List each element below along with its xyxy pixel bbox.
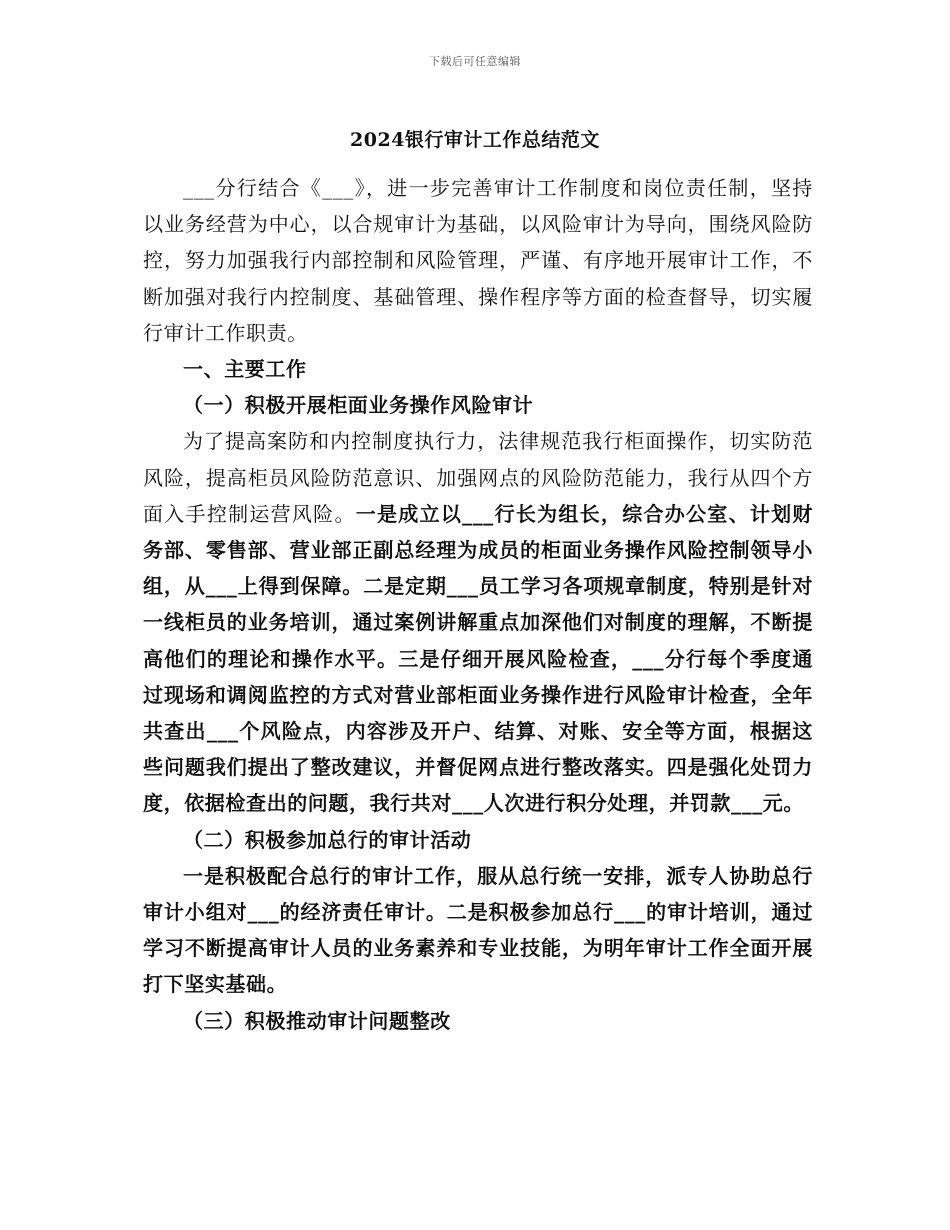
counter-risk-paragraph (143, 423, 813, 821)
subsection-heading-audit-rectification: （三）积极推动审计问题整改 (183, 1008, 451, 1033)
head-office-audit-paragraph: 一是积极配合总行的审计工作，服从总行统一安排，派专人协助总行审计小组对___的经济责任审计。二是积极参加总行___的审计培训，通过学习不断提高审计人员的业务素养和专业技能，为明年审计工作全面开展打下坚实基础。 (143, 863, 813, 997)
subsection-heading-head-office-audit: （二）积极参加总行的审计活动 (183, 827, 472, 852)
document-body (143, 170, 813, 1039)
section-heading-main-work: 一、主要工作 (183, 357, 307, 382)
subsection-heading-counter-risk-audit: （一）积极开展柜面业务操作风险审计 (183, 393, 534, 418)
document-title: 2024银行审计工作总结范文 (350, 129, 600, 151)
counter-risk-intro-text: 为了提高案防和内控制度执行力，法律规范我行柜面操作，切实防范风险，提高柜员风险防范意识、加强网点的风险防范能力，我行从四个方面入手控制运营风险。 (143, 429, 813, 526)
intro-paragraph: ___分行结合《___》，进一步完善审计工作制度和岗位责任制，坚持以业务经营为中心，以合规审计为基础，以风险审计为导向，围绕风险防控，努力加强我行内部控制和风险管理，严谨、有序地开展审计工作，不断加强对我行内控制度、基础管理、操作程序等方面的检查督导，切实履行审计工作职责。 (143, 176, 813, 345)
header-note: 下载后可任意编辑 (429, 55, 521, 68)
counter-risk-detail-text: 一是成立以___行长为组长，综合办公室、计划财务部、零售部、营业部正副总经理为成员的柜面业务操作风险控制领导小组，从___上得到保障。二是定期___员工学习各项规章制度，特别是针对一线柜员的业务培训，通过案例讲解重点加深他们对制度的理解，不断提高他们的理论和操作水平。三是仔细开展风险检查，___分行每个季度通过现场和调阅监控的方式对营业部柜面业务操作进行风险审计检查，全年共查出___个风险点，内容涉及开户、结算、对账、安全等方面，根据这些问题我们提出了整改建议，并督促网点进行整改落实。四是强化处罚力度，依据检查出的问题，我行共对___人次进行积分处理，并罚款___元。 (143, 501, 813, 816)
